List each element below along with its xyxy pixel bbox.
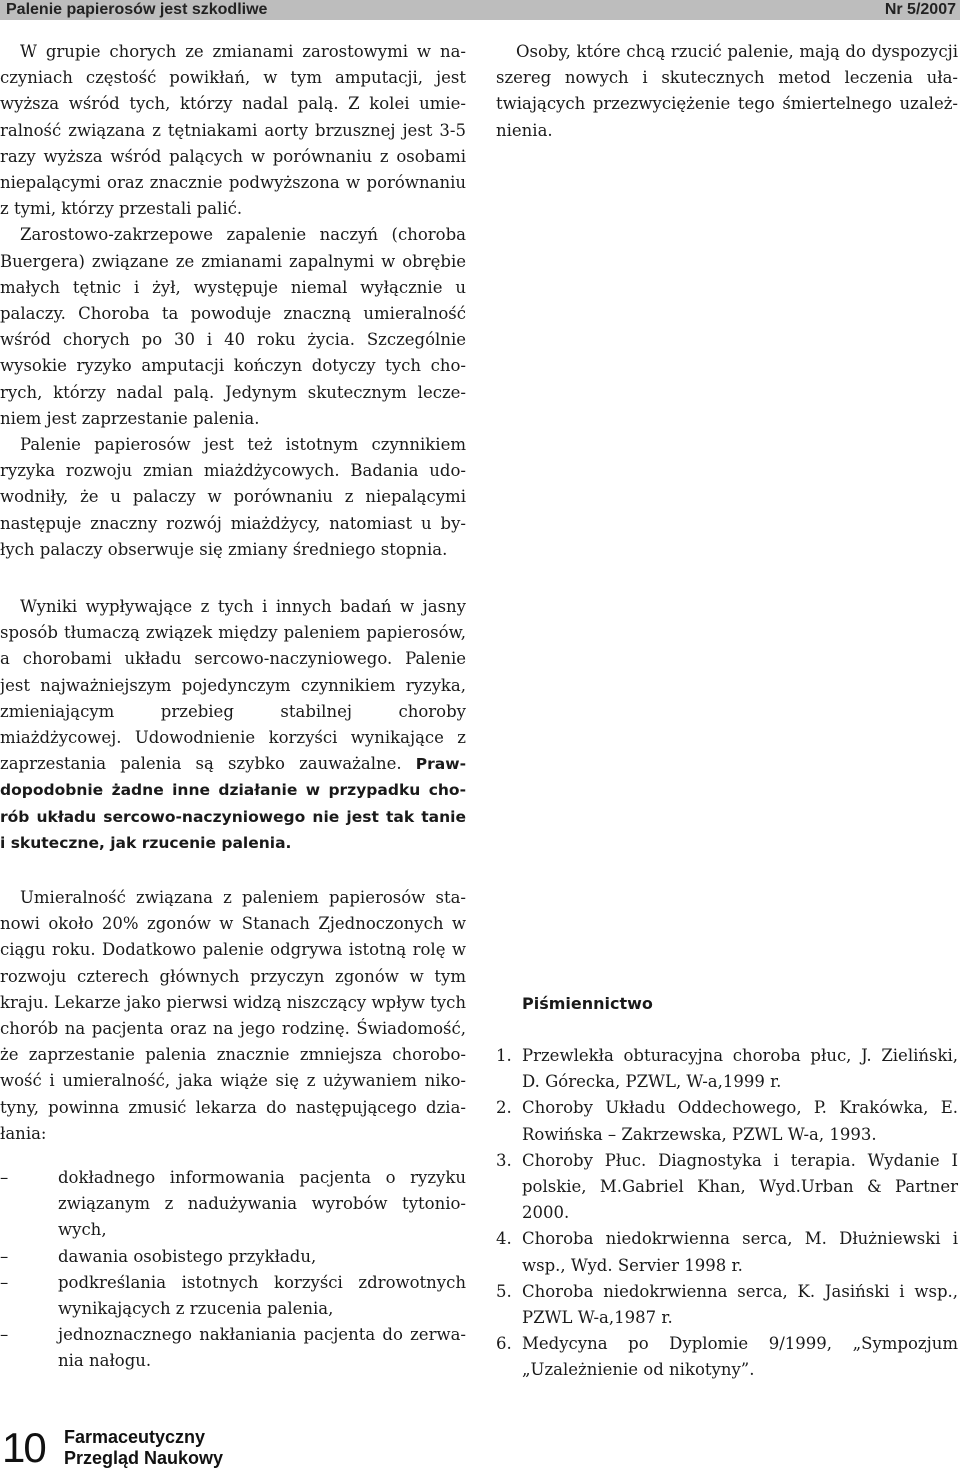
- reference-number: 3.: [496, 1150, 512, 1170]
- reference-text: Choroby Płuc. Diagnostyka i terapia. Wydanie I polskie, M.Gabriel Khan, Wyd.Urban & Partner 2000.: [522, 1150, 958, 1223]
- left-column-block-1: [0, 39, 466, 563]
- header-title: Palenie papierosów jest szkodliwe: [6, 1, 268, 18]
- references-heading: Piśmiennictwo: [522, 994, 653, 1013]
- reference-number: 6.: [496, 1334, 512, 1354]
- left-column-block-2: [0, 594, 466, 856]
- paragraph: Umieralność związana z paleniem papierosów stanowi około 20% zgonów w Stanach Zjednoczonych w ciągu roku. Dodatkowo palenie odgrywa istotną rolę w rozwoju czterech głównych przyczyn zgonów w tym kraju. Lekarze jako pierwsi widzą niszczący wpływ tych chorób na pacjenta oraz na jego rodzinę. Świadomość, że zaprzestanie palenia znacznie zmniejsza chorobowość i umieralność, jaka wiąże się z używaniem nikotyny, powinna zmusić lekarza do następującego działania:: [0, 888, 466, 1143]
- reference-number: 1.: [496, 1046, 512, 1065]
- list-item-text: dawania osobistego przykładu,: [58, 1246, 317, 1266]
- journal-name-line-1: Farmaceutyczny: [64, 1427, 206, 1447]
- page-number: 10: [2, 1424, 45, 1471]
- reference-text: Choroby Układu Oddechowego, P. Krakówka, E. Rowińska – Zakrzewska, PZWL W-a, 1993.: [522, 1098, 958, 1144]
- list-item: [0, 1244, 466, 1270]
- list-item: [0, 1270, 466, 1322]
- list-item: [0, 1322, 466, 1374]
- left-column-block-3: [0, 885, 466, 1375]
- issue-number: Nr 5/2007: [884, 1, 956, 18]
- paragraph: Palenie papierosów jest też istotnym czynnikiem ryzyka rozwoju zmian miażdżycowych. Badania udowodniły, że u palaczy w porównaniu z niepalącymi następuje znaczny rozwój miażdżycy, natomiast u byłych palaczy obserwuje się zmiany średniego stopnia.: [0, 435, 466, 559]
- dash-bullet: –: [0, 1246, 9, 1266]
- reference-item: [490, 1095, 958, 1147]
- reference-text: Przewlekła obturacyjna choroba płuc, J. Zieliński, D. Górecka, PZWL, W-a,1999 r.: [522, 1046, 958, 1092]
- reference-text: Choroba niedokrwienna serca, M. Dłużniewski i wsp., Wyd. Servier 1998 r.: [522, 1229, 958, 1275]
- reference-item: [490, 1331, 958, 1383]
- reference-item: [490, 1279, 958, 1331]
- reference-number: 4.: [496, 1229, 512, 1249]
- action-list: [0, 1165, 466, 1375]
- reference-item: [490, 1226, 958, 1278]
- dash-bullet: –: [0, 1168, 9, 1188]
- list-item-text: dokładnego informowania pacjenta o ryzyku związanym z nadużywania wyrobów tytoniowych,: [58, 1168, 466, 1240]
- reference-number: 2.: [496, 1098, 512, 1118]
- reference-item: [490, 1148, 958, 1227]
- references-list: [490, 1043, 958, 1384]
- list-item: [0, 1165, 466, 1244]
- paragraph: Zarostowo-zakrzepowe zapalenie naczyń (choroba Buergera) związane ze zmianami zapalnymi w obrębie małych tętnic i żył, występuje niemal wyłącznie u palaczy. Choroba ta powoduje znaczną umieralność wśród chorych po 30 i 40 roku życia. Szczególnie wysokie ryzyko amputacji kończyn dotyczy tych chorych, którzy nadal palą. Jedynym skutecznym leczeniem jest zaprzestanie palenia.: [0, 225, 466, 428]
- running-header: [0, 0, 960, 20]
- reference-item: [490, 1043, 958, 1095]
- reference-text: Choroba niedokrwienna serca, K. Jasiński i wsp., PZWL W-a,1987 r.: [522, 1281, 958, 1328]
- emphasized-text: Prawdopodobnie żadne inne działanie w przypadku chorób układu sercowo-naczyniowego nie jest tak tanie i skuteczne, jak rzucenie palenia.: [0, 755, 466, 852]
- paragraph: [0, 594, 466, 856]
- reference-number: 5.: [496, 1281, 512, 1301]
- dash-bullet: –: [0, 1325, 9, 1345]
- paragraph: W grupie chorych ze zmianami zarostowymi w naczyniach częstość powikłań, w tym amputacji, jest wyższa wśród tych, którzy nadal palą. Z kolei umieralność związana z tętniakami aorty brzusznej jest 3-5 razy wyższa wśród palących w porównaniu z osobami niepalącymi oraz znacznie podwyższona w porównaniu z tymi, którzy przestali palić.: [0, 42, 466, 219]
- journal-name-line-2: Przegląd Naukowy: [64, 1448, 224, 1468]
- dash-bullet: –: [0, 1272, 9, 1292]
- list-item-text: jednoznacznego nakłaniania pacjenta do zerwania nałogu.: [58, 1325, 466, 1371]
- right-column-intro: [496, 39, 958, 144]
- list-item-text: podkreślania istotnych korzyści zdrowotnych wynikających z rzucenia palenia,: [58, 1272, 466, 1319]
- paragraph-text: Wyniki wypływające z tych i innych badań w jasny sposób tłumaczą związek między paleniem papierosów, a chorobami układu sercowo-naczyniowego. Palenie jest najważniejszym pojedynczym czynnikiem ryzyka, zmieniającym przebieg stabilnej choroby miażdżycowej. Udowodnienie korzyści wynikające z zaprzestania palenia są szybko zauważalne.: [0, 597, 466, 774]
- paragraph: Osoby, które chcą rzucić palenie, mają do dyspozycji szereg nowych i skutecznych metod leczenia ułatwiających przezwyciężenie tego śmiertelnego uzależnienia.: [496, 42, 958, 140]
- journal-name: [64, 1427, 223, 1469]
- reference-text: Medycyna po Dyplomie 9/1999, „Sympozjum „Uzależnienie od nikotyny”.: [522, 1334, 958, 1380]
